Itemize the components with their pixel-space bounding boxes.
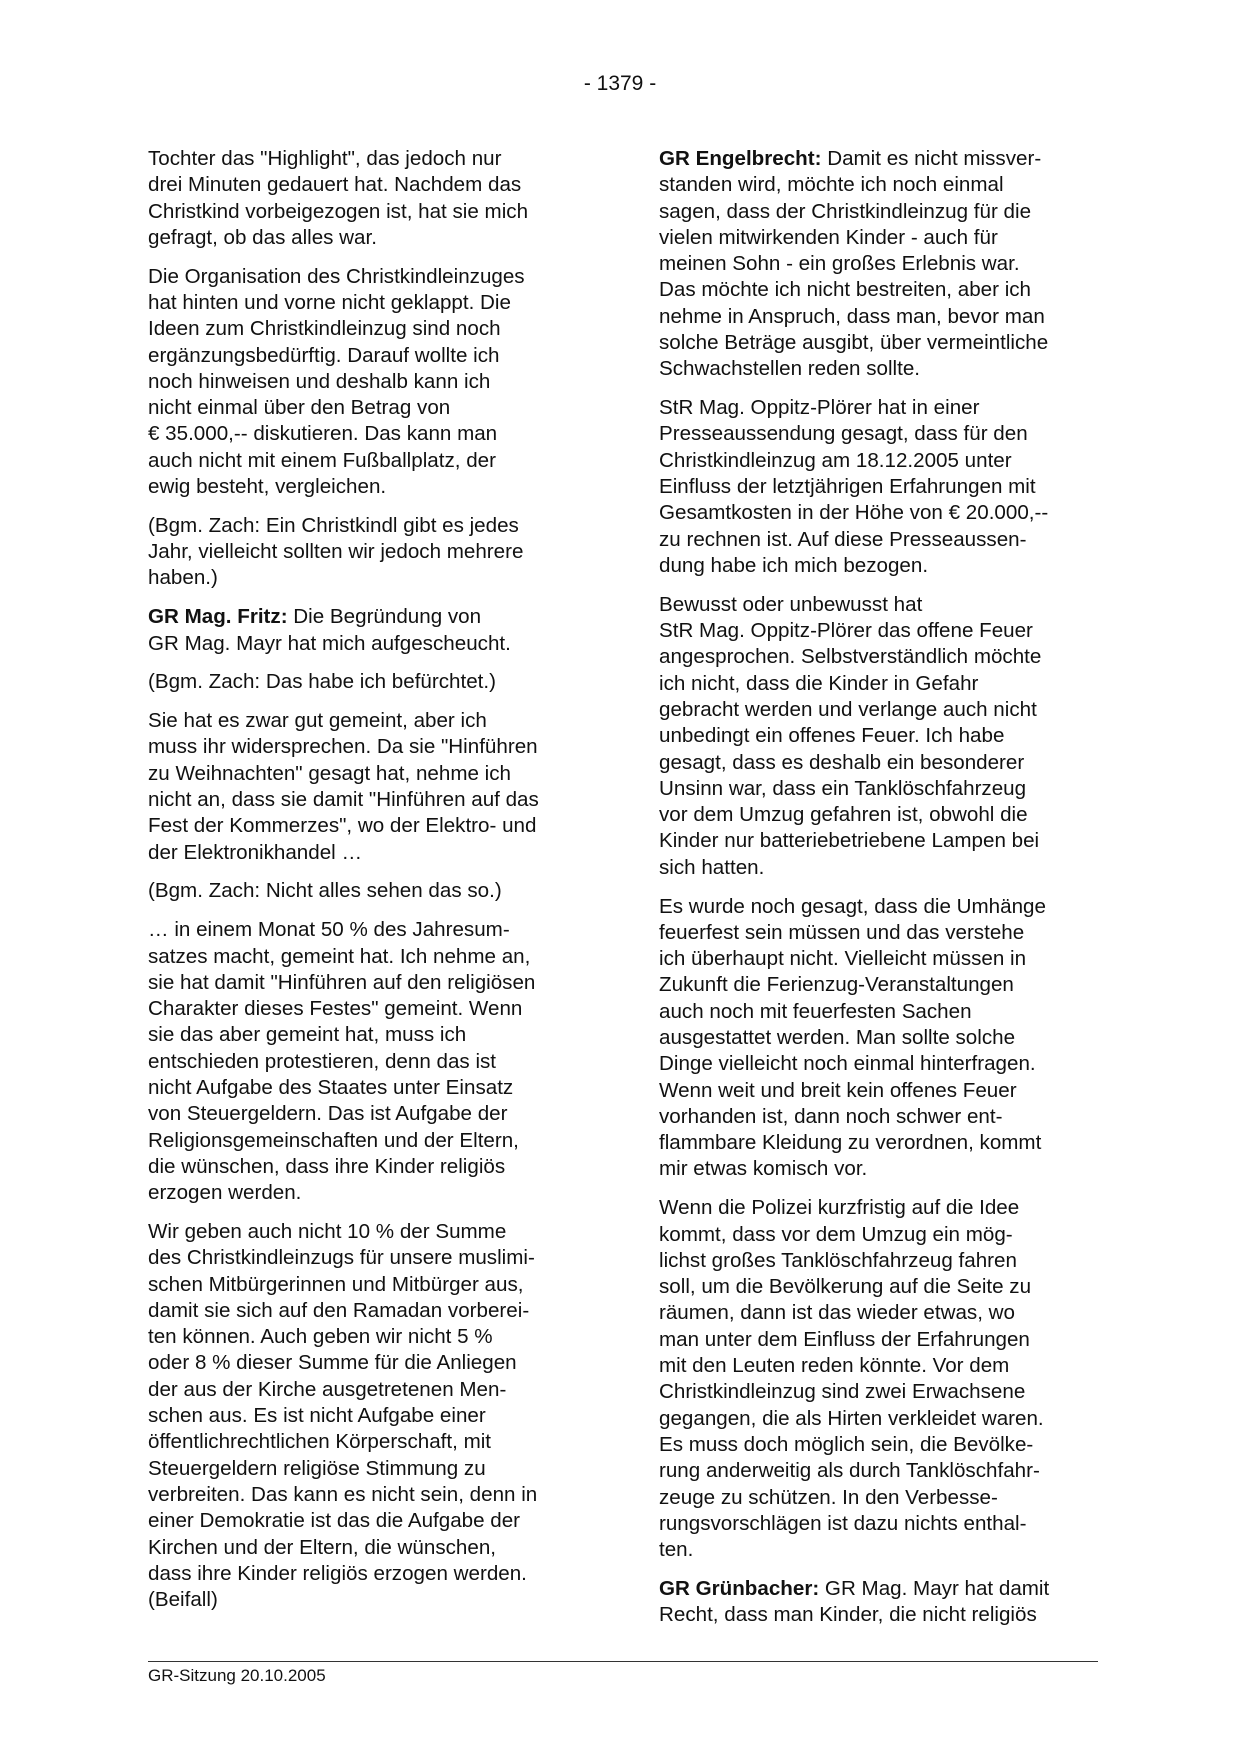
- paragraph: [659, 1195, 1107, 1563]
- text-line: [148, 1324, 596, 1350]
- paragraph: [148, 513, 596, 592]
- paragraph: [148, 1219, 596, 1613]
- line-text: … in einem Monat 50 % des Jahresum-: [148, 918, 510, 942]
- line-text: GR Mag. Mayr hat mich aufgescheucht.: [148, 631, 511, 655]
- paragraph: [148, 878, 596, 904]
- line-text: Tochter das "Highlight", das jedoch nur: [148, 147, 502, 170]
- text-line: [148, 1075, 596, 1101]
- text-line: [659, 1537, 1107, 1563]
- line-text: entschieden protestieren, denn das ist: [148, 1049, 497, 1073]
- text-line: [659, 776, 1107, 802]
- line-text: Christkind vorbeigezogen ist, hat sie mich: [148, 199, 529, 223]
- text-line: [659, 474, 1107, 500]
- line-text: vorhanden ist, dann noch schwer ent-: [659, 1104, 1003, 1128]
- page-number: - 1379 -: [583, 72, 657, 95]
- text-line: [148, 1022, 596, 1048]
- line-text: Charakter dieses Festes" gemeint. Wenn: [148, 997, 523, 1021]
- text-line: [659, 251, 1107, 277]
- text-line: [148, 787, 596, 813]
- text-line: [659, 1485, 1107, 1511]
- line-text: ergänzungsbedürftig. Darauf wollte ich: [148, 343, 500, 367]
- line-text: sie hat damit "Hinführen auf den religiösen: [148, 970, 536, 994]
- line-text: gegangen, die als Hirten verkleidet waren.: [659, 1406, 1044, 1430]
- line-text: zu rechnen ist. Auf diese Presseaussen-: [659, 527, 1027, 551]
- text-line: [148, 1101, 596, 1127]
- line-text: nehme in Anspruch, dass man, bevor man: [659, 304, 1045, 328]
- line-text: einer Demokratie ist das die Aufgabe der: [148, 1509, 521, 1533]
- line-text: soll, um die Bevölkerung auf die Seite zu: [659, 1275, 1032, 1299]
- text-line: [148, 172, 596, 198]
- line-text: (Bgm. Zach: Ein Christkindl gibt es jedes: [148, 513, 519, 537]
- text-line: [148, 944, 596, 970]
- text-line: [659, 972, 1107, 998]
- text-line: [148, 565, 596, 591]
- line-text: lichst großes Tanklöschfahrzeug fahren: [659, 1248, 1017, 1272]
- line-text: rung anderweitig als durch Tanklöschfahr-: [659, 1459, 1040, 1483]
- text-line: [148, 343, 596, 369]
- text-line: [148, 421, 596, 447]
- text-line: [659, 1051, 1107, 1077]
- text-line: [148, 290, 596, 316]
- text-line: [148, 474, 596, 500]
- text-line: [659, 500, 1107, 526]
- line-text: unbedingt ein offenes Feuer. Ich habe: [659, 724, 1005, 748]
- speaker-name: GR Engelbrecht:: [659, 147, 822, 170]
- line-text: StR Mag. Oppitz-Plörer das offene Feuer: [659, 619, 1033, 643]
- line-text: vor dem Umzug gefahren ist, obwohl die: [659, 803, 1028, 827]
- text-line: [148, 1180, 596, 1206]
- line-text: Religionsgemeinschaften und der Eltern,: [148, 1128, 519, 1152]
- text-line: [659, 146, 1107, 172]
- line-text: Die Organisation des Christkindleinzuges: [148, 264, 525, 288]
- text-line: [659, 225, 1107, 251]
- text-line: [148, 840, 596, 866]
- text-line: [148, 734, 596, 760]
- line-text: vielen mitwirkenden Kinder - auch für: [659, 225, 998, 249]
- text-line: [148, 1245, 596, 1271]
- text-line: [148, 1298, 596, 1324]
- line-text: ten.: [659, 1538, 694, 1562]
- text-line: [659, 697, 1107, 723]
- text-line: [148, 316, 596, 342]
- paragraph: [148, 708, 596, 866]
- text-line: [659, 946, 1107, 972]
- line-text: erzogen werden.: [148, 1181, 302, 1205]
- line-text: ten können. Auch geben wir nicht 5 %: [148, 1325, 493, 1349]
- line-text: auch nicht mit einem Fußballplatz, der: [148, 448, 496, 472]
- line-text: sagen, dass der Christkindleinzug für die: [659, 199, 1032, 223]
- line-text: GR Mag. Mayr hat damit: [819, 1576, 1050, 1600]
- line-text: mir etwas komisch vor.: [659, 1157, 868, 1181]
- line-text: Schwachstellen reden sollte.: [659, 357, 921, 381]
- text-line: [148, 917, 596, 943]
- line-text: nicht Aufgabe des Staates unter Einsatz: [148, 1076, 514, 1099]
- text-line: [148, 1272, 596, 1298]
- line-text: verbreiten. Das kann es nicht sein, denn in: [148, 1482, 538, 1506]
- line-text: flammbare Kleidung zu verordnen, kommt: [659, 1131, 1042, 1155]
- text-line: [148, 1154, 596, 1180]
- text-line: [148, 631, 596, 657]
- line-text: ich nicht, dass die Kinder in Gefahr: [659, 671, 979, 695]
- paragraph: [659, 592, 1107, 881]
- text-line: [148, 1587, 596, 1613]
- text-line: [148, 604, 596, 630]
- text-line: [148, 970, 596, 996]
- line-text: sich hatten.: [659, 855, 765, 879]
- line-text: Christkindleinzug sind zwei Erwachsene: [659, 1380, 1026, 1404]
- text-line: [148, 225, 596, 251]
- text-line: [659, 1511, 1107, 1537]
- text-line: [659, 172, 1107, 198]
- line-text: dung habe ich mich bezogen.: [659, 553, 929, 577]
- line-text: von Steuergeldern. Das ist Aufgabe der: [148, 1102, 508, 1126]
- text-line: [659, 1432, 1107, 1458]
- text-line: [148, 1508, 596, 1534]
- text-line: [659, 527, 1107, 553]
- line-text: Es wurde noch gesagt, dass die Umhänge: [659, 894, 1046, 918]
- line-text: Es muss doch möglich sein, die Bevölke-: [659, 1432, 1034, 1456]
- text-line: [659, 618, 1107, 644]
- paragraph: [659, 146, 1107, 383]
- text-line: [659, 395, 1107, 421]
- text-line: [659, 199, 1107, 225]
- paragraph: [148, 146, 596, 251]
- paragraph: [659, 1576, 1107, 1629]
- line-text: Damit es nicht missver-: [821, 147, 1042, 170]
- line-text: Wir geben auch nicht 10 % der Summe: [148, 1219, 507, 1243]
- line-text: öffentlichrechtlichen Körperschaft, mit: [148, 1430, 492, 1454]
- line-text: (Bgm. Zach: Nicht alles sehen das so.): [148, 879, 502, 903]
- speaker-name: GR Grünbacher:: [659, 1576, 820, 1600]
- line-text: Presseaussendung gesagt, dass für den: [659, 422, 1028, 446]
- line-text: zeuge zu schützen. In den Verbesse-: [659, 1485, 998, 1509]
- text-line: [148, 264, 596, 290]
- line-text: Kinder nur batteriebetriebene Lampen bei: [659, 829, 1040, 853]
- text-line: [659, 855, 1107, 881]
- text-line: [148, 199, 596, 225]
- line-text: auch noch mit feuerfesten Sachen: [659, 999, 972, 1023]
- line-text: Das möchte ich nicht bestreiten, aber ich: [659, 278, 1032, 302]
- line-text: schen aus. Es ist nicht Aufgabe einer: [148, 1404, 486, 1428]
- text-line: [659, 828, 1107, 854]
- text-line: [148, 513, 596, 539]
- paragraph: [659, 894, 1107, 1183]
- line-text: dass ihre Kinder religiös erzogen werden.: [148, 1561, 527, 1585]
- text-line: [659, 1576, 1107, 1602]
- text-line: [659, 1379, 1107, 1405]
- text-line: [659, 920, 1107, 946]
- line-text: des Christkindleinzugs für unsere muslimi-: [148, 1246, 535, 1270]
- line-text: Gesamtkosten in der Höhe von € 20.000,--: [659, 501, 1049, 525]
- text-line: [659, 644, 1107, 670]
- line-text: zu Weihnachten" gesagt hat, nehme ich: [148, 761, 511, 785]
- line-text: schen Mitbürgerinnen und Mitbürger aus,: [148, 1272, 524, 1296]
- line-text: Fest der Kommerzes", wo der Elektro- und: [148, 814, 537, 838]
- text-line: [659, 1195, 1107, 1221]
- footer-session-date: GR-Sitzung 20.10.2005: [148, 1666, 326, 1685]
- line-text: drei Minuten gedauert hat. Nachdem das: [148, 173, 522, 197]
- text-line: [148, 1429, 596, 1455]
- line-text: € 35.000,-- diskutieren. Das kann man: [148, 422, 498, 446]
- text-line: [148, 669, 596, 695]
- line-text: ich überhaupt nicht. Vielleicht müssen in: [659, 947, 1027, 971]
- line-text: sie das aber gemeint hat, muss ich: [148, 1023, 467, 1047]
- line-text: mit den Leuten reden könnte. Vor dem: [659, 1354, 1010, 1378]
- text-line: [659, 1104, 1107, 1130]
- text-line: [659, 750, 1107, 776]
- text-line: [148, 761, 596, 787]
- text-line: [659, 421, 1107, 447]
- line-text: (Beifall): [148, 1588, 218, 1612]
- text-line: [659, 894, 1107, 920]
- line-text: kommt, dass vor dem Umzug ein mög-: [659, 1222, 1013, 1246]
- line-text: meinen Sohn - ein großes Erlebnis war.: [659, 252, 1020, 276]
- line-text: Recht, dass man Kinder, die nicht religiös: [659, 1603, 1037, 1627]
- line-text: der Elektronikhandel …: [148, 840, 363, 864]
- text-line: [659, 304, 1107, 330]
- footer-divider: [148, 1661, 1098, 1662]
- line-text: angesprochen. Selbstverständlich möchte: [659, 645, 1042, 669]
- paragraph: [148, 604, 596, 657]
- line-text: Zukunft die Ferienzug-Veranstaltungen: [659, 973, 1014, 997]
- line-text: feuerfest sein müssen und das verstehe: [659, 920, 1025, 944]
- paragraph: [659, 395, 1107, 579]
- text-line: [148, 1456, 596, 1482]
- line-text: der aus der Kirche ausgetretenen Men-: [148, 1377, 507, 1401]
- text-line: [659, 1078, 1107, 1104]
- text-line: [659, 1156, 1107, 1182]
- text-line: [148, 1377, 596, 1403]
- text-line: [659, 1406, 1107, 1432]
- text-line: [659, 553, 1107, 579]
- line-text: satzes macht, gemeint hat. Ich nehme an,: [148, 944, 531, 968]
- line-text: gebracht werden und verlange auch nicht: [659, 697, 1037, 721]
- line-text: noch hinweisen und deshalb kann ich: [148, 369, 491, 393]
- text-line: [148, 708, 596, 734]
- text-line: [659, 1602, 1107, 1628]
- text-line: [659, 802, 1107, 828]
- line-text: gefragt, ob das alles war.: [148, 225, 377, 249]
- line-text: rungsvorschlägen ist dazu nichts enthal-: [659, 1511, 1027, 1535]
- text-line: [148, 395, 596, 421]
- paragraph: [148, 917, 596, 1206]
- line-text: StR Mag. Oppitz-Plörer hat in einer: [659, 396, 980, 420]
- line-text: Christkindleinzug am 18.12.2005 unter: [659, 448, 1012, 472]
- text-line: [659, 1458, 1107, 1484]
- text-line: [148, 146, 596, 172]
- text-line: [148, 1482, 596, 1508]
- speaker-name: GR Mag. Fritz:: [148, 605, 288, 629]
- text-line: [659, 1248, 1107, 1274]
- text-line: [148, 1219, 596, 1245]
- line-text: haben.): [148, 566, 218, 590]
- text-line: [148, 448, 596, 474]
- text-line: [148, 1049, 596, 1075]
- line-text: man unter dem Einfluss der Erfahrungen: [659, 1327, 1030, 1351]
- text-line: [659, 1353, 1107, 1379]
- text-line: [659, 356, 1107, 382]
- right-column: [659, 146, 1107, 1641]
- text-line: [659, 723, 1107, 749]
- line-text: (Bgm. Zach: Das habe ich befürchtet.): [148, 670, 496, 694]
- line-text: nicht an, dass sie damit "Hinführen auf das: [148, 788, 539, 812]
- text-line: [659, 1274, 1107, 1300]
- line-text: Ideen zum Christkindleinzug sind noch: [148, 317, 501, 341]
- line-text: Unsinn war, dass ein Tanklöschfahrzeug: [659, 776, 1027, 800]
- line-text: oder 8 % dieser Summe für die Anliegen: [148, 1351, 517, 1375]
- text-line: [148, 1128, 596, 1154]
- text-line: [148, 1561, 596, 1587]
- line-text: hat hinten und vorne nicht geklappt. Die: [148, 290, 511, 314]
- text-line: [659, 1300, 1107, 1326]
- left-column: [148, 146, 596, 1626]
- paragraph: [148, 669, 596, 695]
- line-text: muss ihr widersprechen. Da sie "Hinführen: [148, 735, 538, 759]
- text-line: [148, 369, 596, 395]
- paragraph: [148, 264, 596, 501]
- line-text: damit sie sich auf den Ramadan vorberei-: [148, 1298, 530, 1322]
- line-text: Einfluss der letztjährigen Erfahrungen mit: [659, 475, 1036, 499]
- line-text: Dinge vielleicht noch einmal hinterfragen.: [659, 1052, 1036, 1076]
- text-line: [148, 1535, 596, 1561]
- line-text: Die Begründung von: [287, 605, 482, 629]
- line-text: räumen, dann ist das wieder etwas, wo: [659, 1301, 1015, 1325]
- text-line: [148, 996, 596, 1022]
- text-line: [659, 448, 1107, 474]
- text-line: [659, 330, 1107, 356]
- text-line: [659, 1222, 1107, 1248]
- text-line: [659, 592, 1107, 618]
- text-line: [148, 813, 596, 839]
- line-text: Wenn die Polizei kurzfristig auf die Idee: [659, 1196, 1020, 1220]
- text-line: [148, 1403, 596, 1429]
- line-text: gesagt, dass es deshalb ein besonderer: [659, 750, 1025, 774]
- line-text: Wenn weit und breit kein offenes Feuer: [659, 1078, 1017, 1102]
- text-line: [659, 1025, 1107, 1051]
- text-line: [148, 1350, 596, 1376]
- line-text: Kirchen und der Eltern, die wünschen,: [148, 1535, 497, 1559]
- line-text: ewig besteht, vergleichen.: [148, 475, 387, 499]
- text-line: [659, 671, 1107, 697]
- text-line: [148, 878, 596, 904]
- text-line: [148, 539, 596, 565]
- line-text: standen wird, möchte ich noch einmal: [659, 173, 1004, 197]
- text-line: [659, 1327, 1107, 1353]
- line-text: Steuergeldern religiöse Stimmung zu: [148, 1456, 486, 1480]
- line-text: solche Beträge ausgibt, über vermeintliche: [659, 331, 1049, 355]
- line-text: die wünschen, dass ihre Kinder religiös: [148, 1154, 506, 1178]
- text-line: [659, 999, 1107, 1025]
- line-text: ausgestattet werden. Man sollte solche: [659, 1026, 1016, 1049]
- line-text: Sie hat es zwar gut gemeint, aber ich: [148, 709, 487, 733]
- text-line: [659, 277, 1107, 303]
- line-text: Bewusst oder unbewusst hat: [659, 592, 923, 616]
- line-text: nicht einmal über den Betrag von: [148, 396, 451, 420]
- text-line: [659, 1130, 1107, 1156]
- line-text: Jahr, vielleicht sollten wir jedoch mehrere: [148, 540, 524, 564]
